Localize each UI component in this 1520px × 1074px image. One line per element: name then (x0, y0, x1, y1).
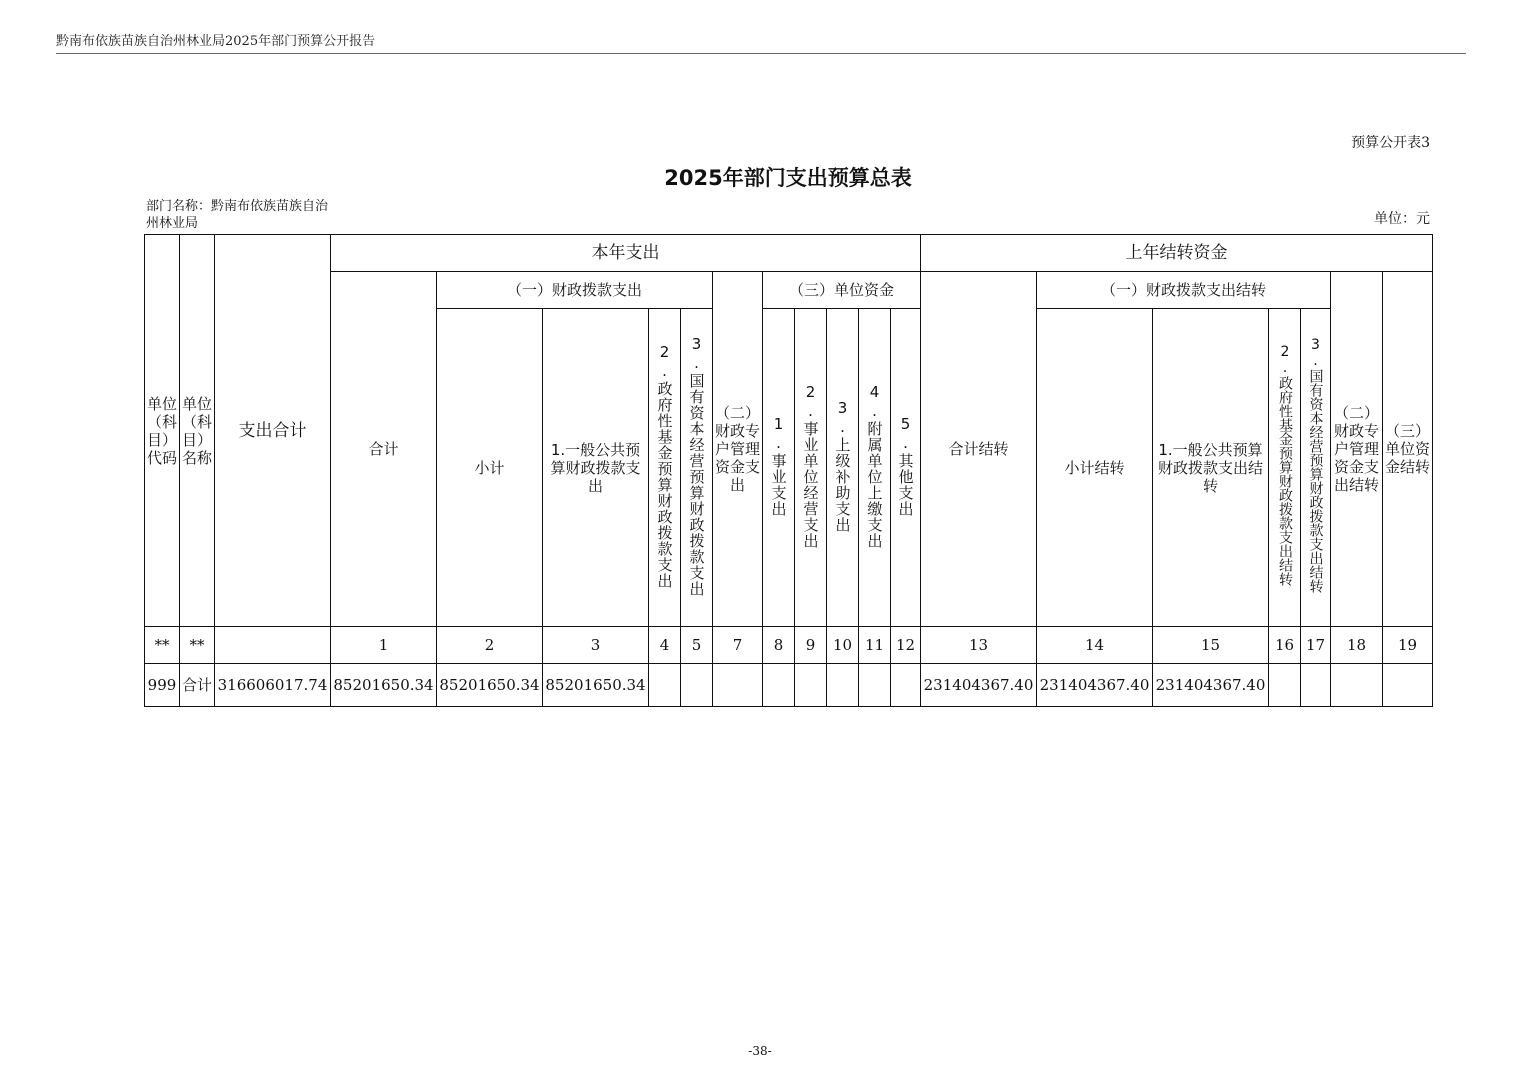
header-co-total: 合计结转 (921, 272, 1037, 627)
index-row (145, 627, 1433, 664)
index-cell: 11 (859, 627, 891, 664)
unit-label: 单位：元 (1374, 211, 1430, 227)
index-cell: 19 (1383, 627, 1433, 664)
header-co-general: 1.一般公共预算财政拨款支出结转 (1153, 309, 1269, 627)
cell-cy-other (891, 664, 921, 707)
index-cell: 18 (1331, 627, 1383, 664)
header-total: 支出合计 (215, 235, 331, 627)
header-co-unit-funds: （三）单位资金结转 (1383, 272, 1433, 627)
header-co-gov-fund: 2.政府性基金预算财政拨款支出结转 (1269, 309, 1301, 627)
header-cy-fiscal: （一）财政拨款支出 (437, 272, 713, 309)
cell-co-total: 231404367.40 (921, 664, 1037, 707)
header-cy-subsidy: 3.上级补助支出 (827, 309, 859, 627)
index-cell: ** (145, 627, 180, 664)
index-cell: 15 (1153, 627, 1269, 664)
index-cell: 13 (921, 627, 1037, 664)
cell-co-general: 231404367.40 (1153, 664, 1269, 707)
cell-cy-total: 85201650.34 (331, 664, 437, 707)
header-cy-career: 1.事业支出 (763, 309, 795, 627)
index-cell: 7 (713, 627, 763, 664)
header-cy-subtotal: 小计 (437, 309, 543, 627)
budget-table (144, 234, 1433, 707)
cell-total: 316606017.74 (215, 664, 331, 707)
header-cy-business: 2.事业单位经营支出 (795, 309, 827, 627)
cell-code: 999 (145, 664, 180, 707)
header-cy-special-account: （二）财政专户管理资金支出 (713, 272, 763, 627)
cell-cy-business (795, 664, 827, 707)
header-cy-affiliated: 4.附属单位上缴支出 (859, 309, 891, 627)
cell-co-state-capital (1301, 664, 1331, 707)
header-cy-total: 合计 (331, 272, 437, 627)
index-cell: 4 (649, 627, 681, 664)
index-cell: 16 (1269, 627, 1301, 664)
header-co-subtotal: 小计结转 (1037, 309, 1153, 627)
cell-cy-special-account (713, 664, 763, 707)
cell-cy-subtotal: 85201650.34 (437, 664, 543, 707)
table-number: 预算公开表3 (1351, 135, 1430, 151)
index-cell: ** (180, 627, 215, 664)
cell-co-special-account (1331, 664, 1383, 707)
cell-cy-subsidy (827, 664, 859, 707)
header-unit-code: 单位（科目）代码 (145, 235, 180, 627)
header-co-state-capital: 3.国有资本经营预算财政拨款支出结转 (1301, 309, 1331, 627)
index-cell: 1 (331, 627, 437, 664)
cell-cy-career (763, 664, 795, 707)
cell-cy-affiliated (859, 664, 891, 707)
header-co-fiscal: （一）财政拨款支出结转 (1037, 272, 1331, 309)
cell-cy-general: 85201650.34 (543, 664, 649, 707)
header-cy-unit-funds: （三）单位资金 (763, 272, 921, 309)
header-cy-state-capital: 3.国有资本经营预算财政拨款支出 (681, 309, 713, 627)
page-title: 2025年部门支出预算总表 (664, 166, 912, 190)
header-cy-other: 5.其他支出 (891, 309, 921, 627)
index-cell: 10 (827, 627, 859, 664)
cell-cy-gov-fund (649, 664, 681, 707)
index-cell: 12 (891, 627, 921, 664)
index-cell: 14 (1037, 627, 1153, 664)
page-number: -38- (748, 1044, 772, 1058)
header-co-special-account: （二）财政专户管理资金支出结转 (1331, 272, 1383, 627)
index-cell: 17 (1301, 627, 1331, 664)
header-cy-general: 1.一般公共预算财政拨款支出 (543, 309, 649, 627)
cell-cy-state-capital (681, 664, 713, 707)
index-cell: 9 (795, 627, 827, 664)
index-cell: 2 (437, 627, 543, 664)
document-header: 黔南布依族苗族自治州林业局2025年部门预算公开报告 (56, 34, 376, 49)
cell-co-unit-funds (1383, 664, 1433, 707)
index-cell: 8 (763, 627, 795, 664)
department-name: 部门名称：黔南布依族苗族自治州林业局 (146, 199, 329, 231)
index-cell (215, 627, 331, 664)
header-divider (56, 53, 1466, 54)
index-cell: 3 (543, 627, 649, 664)
table-row (145, 664, 1433, 707)
cell-co-subtotal: 231404367.40 (1037, 664, 1153, 707)
cell-co-gov-fund (1269, 664, 1301, 707)
cell-name: 合计 (180, 664, 215, 707)
header-cy-gov-fund: 2.政府性基金预算财政拨款支出 (649, 309, 681, 627)
header-unit-name: 单位（科目）名称 (180, 235, 215, 627)
header-carryover: 上年结转资金 (921, 235, 1433, 272)
index-cell: 5 (681, 627, 713, 664)
header-current-year: 本年支出 (331, 235, 921, 272)
